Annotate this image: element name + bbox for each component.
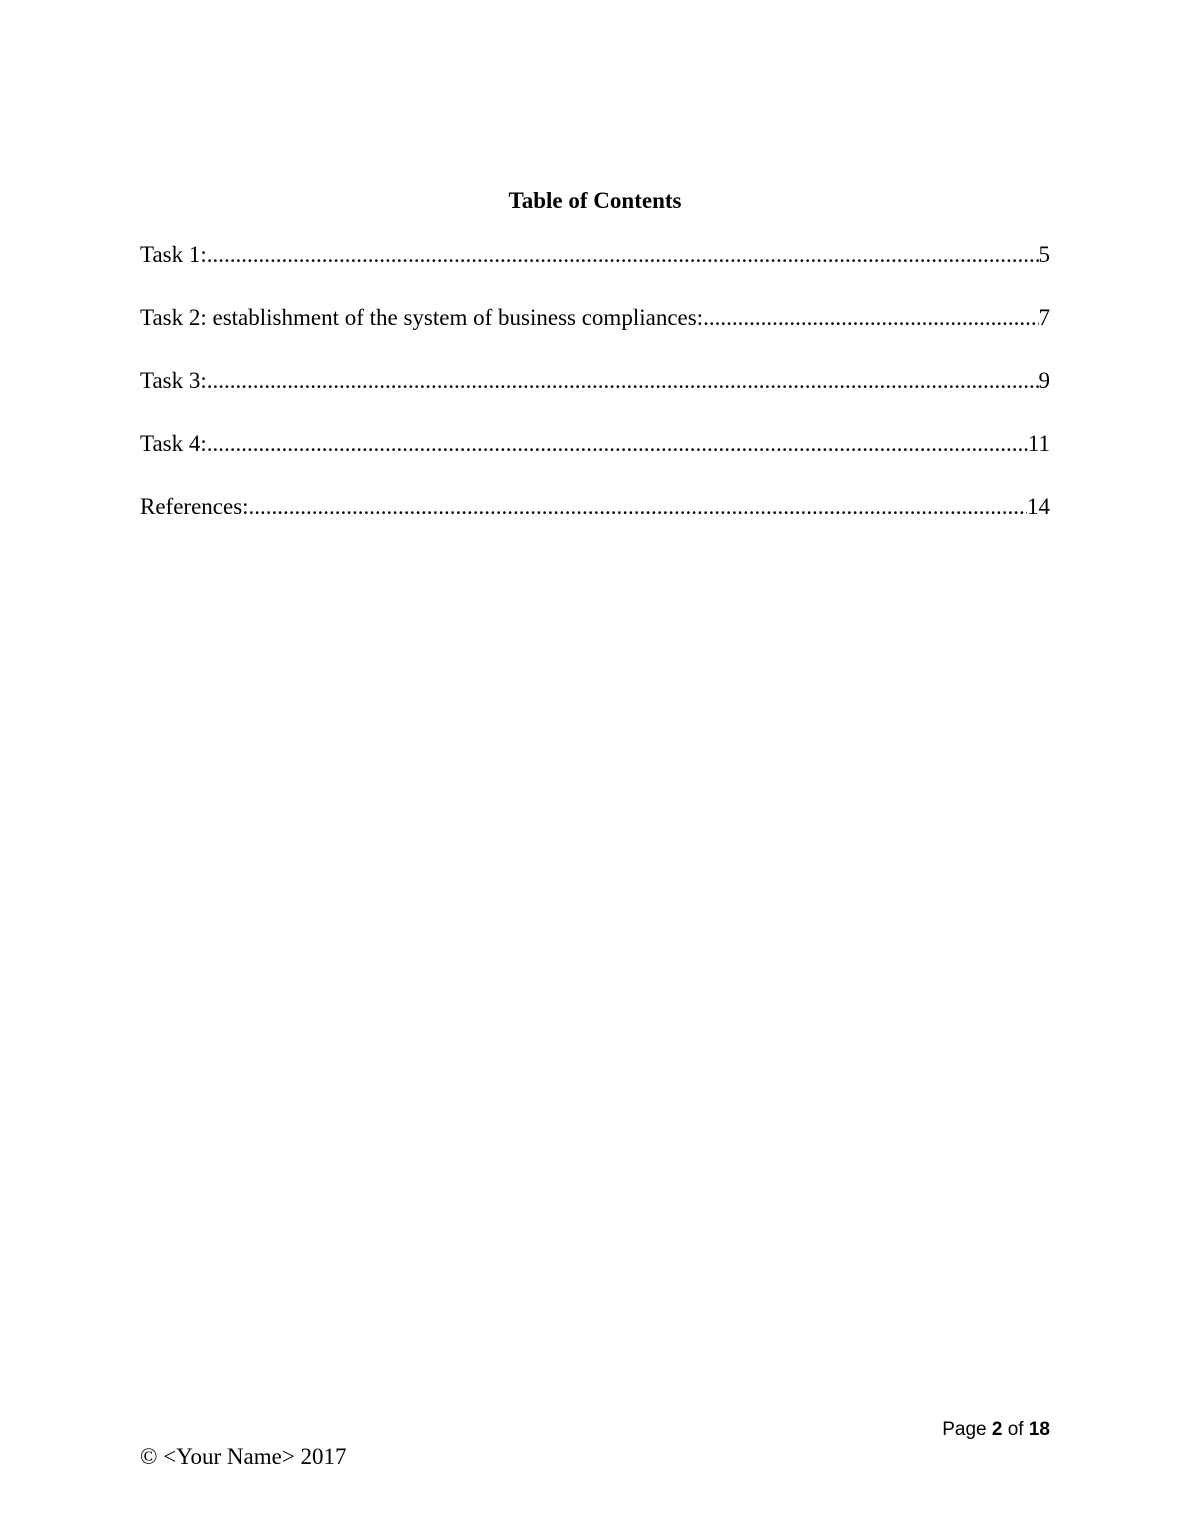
current-page-number: 2 (991, 1419, 1003, 1440)
footer-copyright: © <Your Name> 2017 (140, 1444, 347, 1469)
toc-entry-task-1[interactable] (140, 240, 1050, 303)
page-number (942, 1416, 1050, 1444)
toc-entry-title: Task 3: (140, 368, 207, 393)
page-word: Page (942, 1419, 987, 1440)
toc-entry-references[interactable] (140, 492, 1050, 555)
toc-entry-task-2[interactable] (140, 303, 1050, 366)
toc-entry-page: 7 (1038, 305, 1050, 330)
toc-list (140, 240, 1050, 555)
toc-entry-title: References: (140, 494, 249, 519)
toc-dot-leader (249, 492, 1027, 522)
total-pages-number: 18 (1028, 1419, 1050, 1440)
toc-entry-task-3[interactable] (140, 366, 1050, 429)
toc-entry-task-4[interactable] (140, 429, 1050, 492)
toc-entry-page: 11 (1027, 431, 1050, 456)
toc-entry-title: Task 2: establishment of the system of business compliances: (140, 305, 704, 330)
toc-dot-leader (207, 240, 1039, 270)
of-word: of (1007, 1419, 1024, 1440)
toc-entry-title: Task 4: (140, 431, 207, 456)
toc-entry-page: 9 (1038, 368, 1050, 393)
toc-entry-title: Task 1: (140, 242, 207, 267)
toc-dot-leader (207, 366, 1039, 396)
toc-dot-leader (207, 429, 1028, 459)
toc-dot-leader (703, 303, 1038, 333)
toc-entry-page: 14 (1027, 494, 1050, 519)
toc-heading: Table of Contents (508, 188, 682, 213)
toc-entry-page: 5 (1038, 242, 1050, 267)
